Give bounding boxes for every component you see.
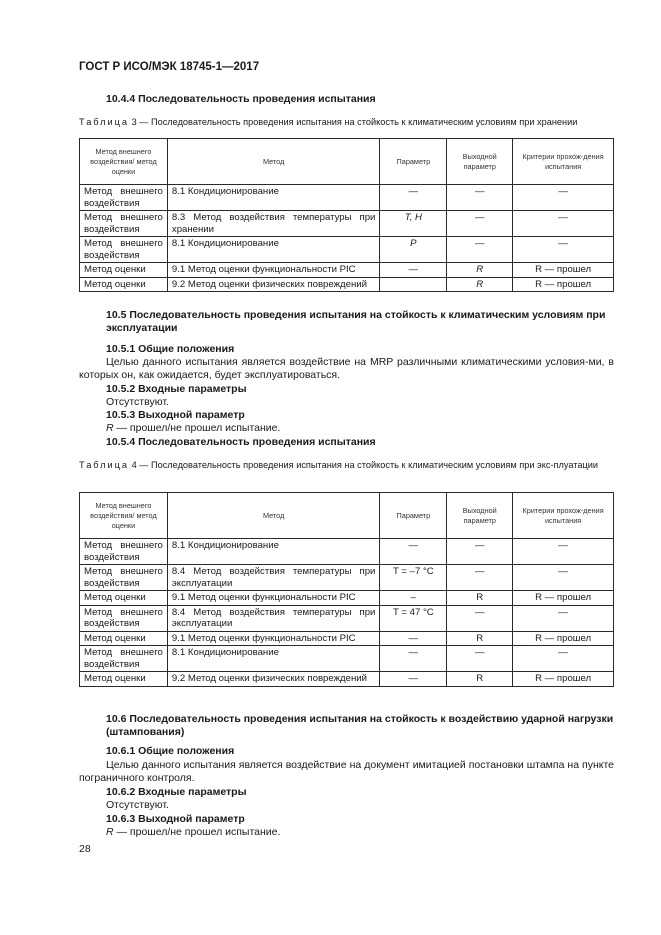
table-cell: 9.1 Метод оценки функциональности PIC <box>167 263 380 278</box>
table-cell: 8.3 Метод воздействия температуры при хранении <box>167 211 380 237</box>
table-4-header-cell: Метод внешнего воздействия/ метод оценки <box>80 493 168 539</box>
table-cell: — <box>380 539 447 565</box>
table-row <box>80 539 614 565</box>
table-cell: — <box>513 646 614 672</box>
table-4 <box>79 492 614 687</box>
table-cell: Метод внешнего воздействия <box>80 565 168 591</box>
table-cell: — <box>380 185 447 211</box>
table-cell: — <box>513 211 614 237</box>
table-cell: – <box>380 591 447 606</box>
table-cell: Метод внешнего воздействия <box>80 646 168 672</box>
table-3-header-cell: Критерии прохож-дения испытания <box>513 139 614 185</box>
table-cell: 9.2 Метод оценки физических повреждений <box>167 277 380 292</box>
table-4-header-cell: Выходной параметр <box>447 493 513 539</box>
section-10-4-4-heading: 10.4.4 Последовательность проведения испытания <box>106 93 376 105</box>
section-10-5-heading: 10.5 Последовательность проведения испытания на стойкость к климатическим условиям при эксплуатации <box>106 309 606 335</box>
table-row <box>80 565 614 591</box>
table-row <box>80 646 614 672</box>
table-cell: Метод оценки <box>80 263 168 278</box>
table-cell: Метод внешнего воздействия <box>80 237 168 263</box>
table-4-header-cell: Метод <box>167 493 380 539</box>
table-4-caption-text: 4 — Последовательность проведения испытания на стойкость к климатическим условиям при экс-плуатации <box>131 460 598 470</box>
table-cell: 9.2 Метод оценки физических повреждений <box>167 672 380 687</box>
table-row <box>80 631 614 646</box>
section-10-5-2-heading: 10.5.2 Входные параметры <box>106 383 247 395</box>
table-cell: — <box>513 237 614 263</box>
table-3-header-cell: Метод внешнего воздействия/ метод оценки <box>80 139 168 185</box>
section-10-6-3-heading: 10.6.3 Выходной параметр <box>106 813 245 825</box>
table-cell: Метод оценки <box>80 277 168 292</box>
output-description: — прошел/не прошел испытание. <box>113 826 281 838</box>
table-cell: — <box>513 185 614 211</box>
table-cell: — <box>447 646 513 672</box>
table-4-caption <box>79 459 614 472</box>
document-header: ГОСТ Р ИСО/МЭК 18745-1—2017 <box>79 61 260 73</box>
table-4-header-cell: Критерии прохож-дения испытания <box>513 493 614 539</box>
table-cell: 9.1 Метод оценки функциональности PIC <box>167 631 380 646</box>
table-4-header-cell: Параметр <box>380 493 447 539</box>
table-cell: — <box>380 263 447 278</box>
table-cell: — <box>513 565 614 591</box>
table-cell: T = –7 °C <box>380 565 447 591</box>
table-row <box>80 277 614 292</box>
section-10-5-1-text: Целью данного испытания является воздействие на MRP различными климатическими условия-ми, в которых он, как ожидается, будет эксплуатироваться. <box>79 356 614 382</box>
table-cell: 8.1 Кондиционирование <box>167 237 380 263</box>
table-cell: Метод оценки <box>80 631 168 646</box>
table-3-header-row <box>80 139 614 185</box>
table-cell: — <box>447 539 513 565</box>
table-4-caption-word: Таблица <box>79 460 130 470</box>
table-cell: R <box>447 631 513 646</box>
table-cell: — <box>447 185 513 211</box>
table-cell: 8.4 Метод воздействия температуры при эксплуатации <box>167 605 380 631</box>
output-variable: R <box>106 422 114 434</box>
section-10-6-heading: 10.6 Последовательность проведения испытания на стойкость к воздействию ударной нагрузки (штампования) <box>106 713 614 739</box>
section-10-5-3-heading: 10.5.3 Выходной параметр <box>106 409 245 421</box>
table-cell: R <box>447 263 513 278</box>
table-cell: 9.1 Метод оценки функциональности PIC <box>167 591 380 606</box>
table-cell: 8.4 Метод воздействия температуры при эксплуатации <box>167 565 380 591</box>
page-number: 28 <box>79 843 91 855</box>
table-cell: 8.1 Кондиционирование <box>167 646 380 672</box>
table-cell: — <box>513 605 614 631</box>
section-10-6-1-text: Целью данного испытания является воздействие на документ имитацией постановки штампа на пункте пограничного контроля. <box>79 759 614 785</box>
table-row <box>80 211 614 237</box>
table-cell: P <box>380 237 447 263</box>
table-4-header-row <box>80 493 614 539</box>
table-cell: — <box>513 539 614 565</box>
section-10-6-1-heading: 10.6.1 Общие положения <box>106 745 235 757</box>
table-3 <box>79 138 614 292</box>
table-cell: R — прошел <box>513 672 614 687</box>
table-cell: R — прошел <box>513 591 614 606</box>
table-row <box>80 672 614 687</box>
section-10-5-3-text <box>106 422 280 435</box>
table-cell: R <box>447 591 513 606</box>
table-cell: R — прошел <box>513 263 614 278</box>
section-10-6-2-text: Отсутствуют. <box>106 799 169 811</box>
table-cell: R — прошел <box>513 631 614 646</box>
table-cell: — <box>447 565 513 591</box>
table-3-caption-text: 3 — Последовательность проведения испытания на стойкость к климатическим условиям при хранении <box>131 117 578 127</box>
table-3-header-cell: Метод <box>167 139 380 185</box>
table-cell: Метод оценки <box>80 591 168 606</box>
table-cell: — <box>447 211 513 237</box>
output-description: — прошел/не прошел испытание. <box>113 422 281 434</box>
table-row <box>80 591 614 606</box>
table-cell: — <box>380 672 447 687</box>
table-row <box>80 605 614 631</box>
section-10-6-2-heading: 10.6.2 Входные параметры <box>106 786 247 798</box>
section-10-6-3-text <box>106 826 280 839</box>
table-row <box>80 185 614 211</box>
table-3-header-cell: Выходной параметр <box>447 139 513 185</box>
table-3-header-cell: Параметр <box>380 139 447 185</box>
output-variable: R <box>106 826 114 838</box>
table-cell: R <box>447 277 513 292</box>
table-cell: Метод оценки <box>80 672 168 687</box>
section-10-5-1-heading: 10.5.1 Общие положения <box>106 343 235 355</box>
table-cell: R <box>447 672 513 687</box>
table-cell: — <box>380 646 447 672</box>
table-row <box>80 237 614 263</box>
table-cell <box>380 277 447 292</box>
table-row <box>80 263 614 278</box>
table-cell: Метод внешнего воздействия <box>80 539 168 565</box>
table-cell: Метод внешнего воздействия <box>80 211 168 237</box>
table-cell: 8.1 Кондиционирование <box>167 185 380 211</box>
table-3-caption <box>79 116 614 129</box>
table-cell: Метод внешнего воздействия <box>80 185 168 211</box>
table-cell: T = 47 °C <box>380 605 447 631</box>
table-3-caption-word: Таблица <box>79 117 130 127</box>
table-cell: — <box>447 237 513 263</box>
table-cell: 8.1 Кондиционирование <box>167 539 380 565</box>
table-cell: — <box>380 631 447 646</box>
section-10-5-2-text: Отсутствуют. <box>106 396 169 408</box>
table-cell: R — прошел <box>513 277 614 292</box>
section-10-5-4-heading: 10.5.4 Последовательность проведения испытания <box>106 436 376 448</box>
table-cell: Метод внешнего воздействия <box>80 605 168 631</box>
table-cell: — <box>447 605 513 631</box>
table-cell: T, H <box>380 211 447 237</box>
